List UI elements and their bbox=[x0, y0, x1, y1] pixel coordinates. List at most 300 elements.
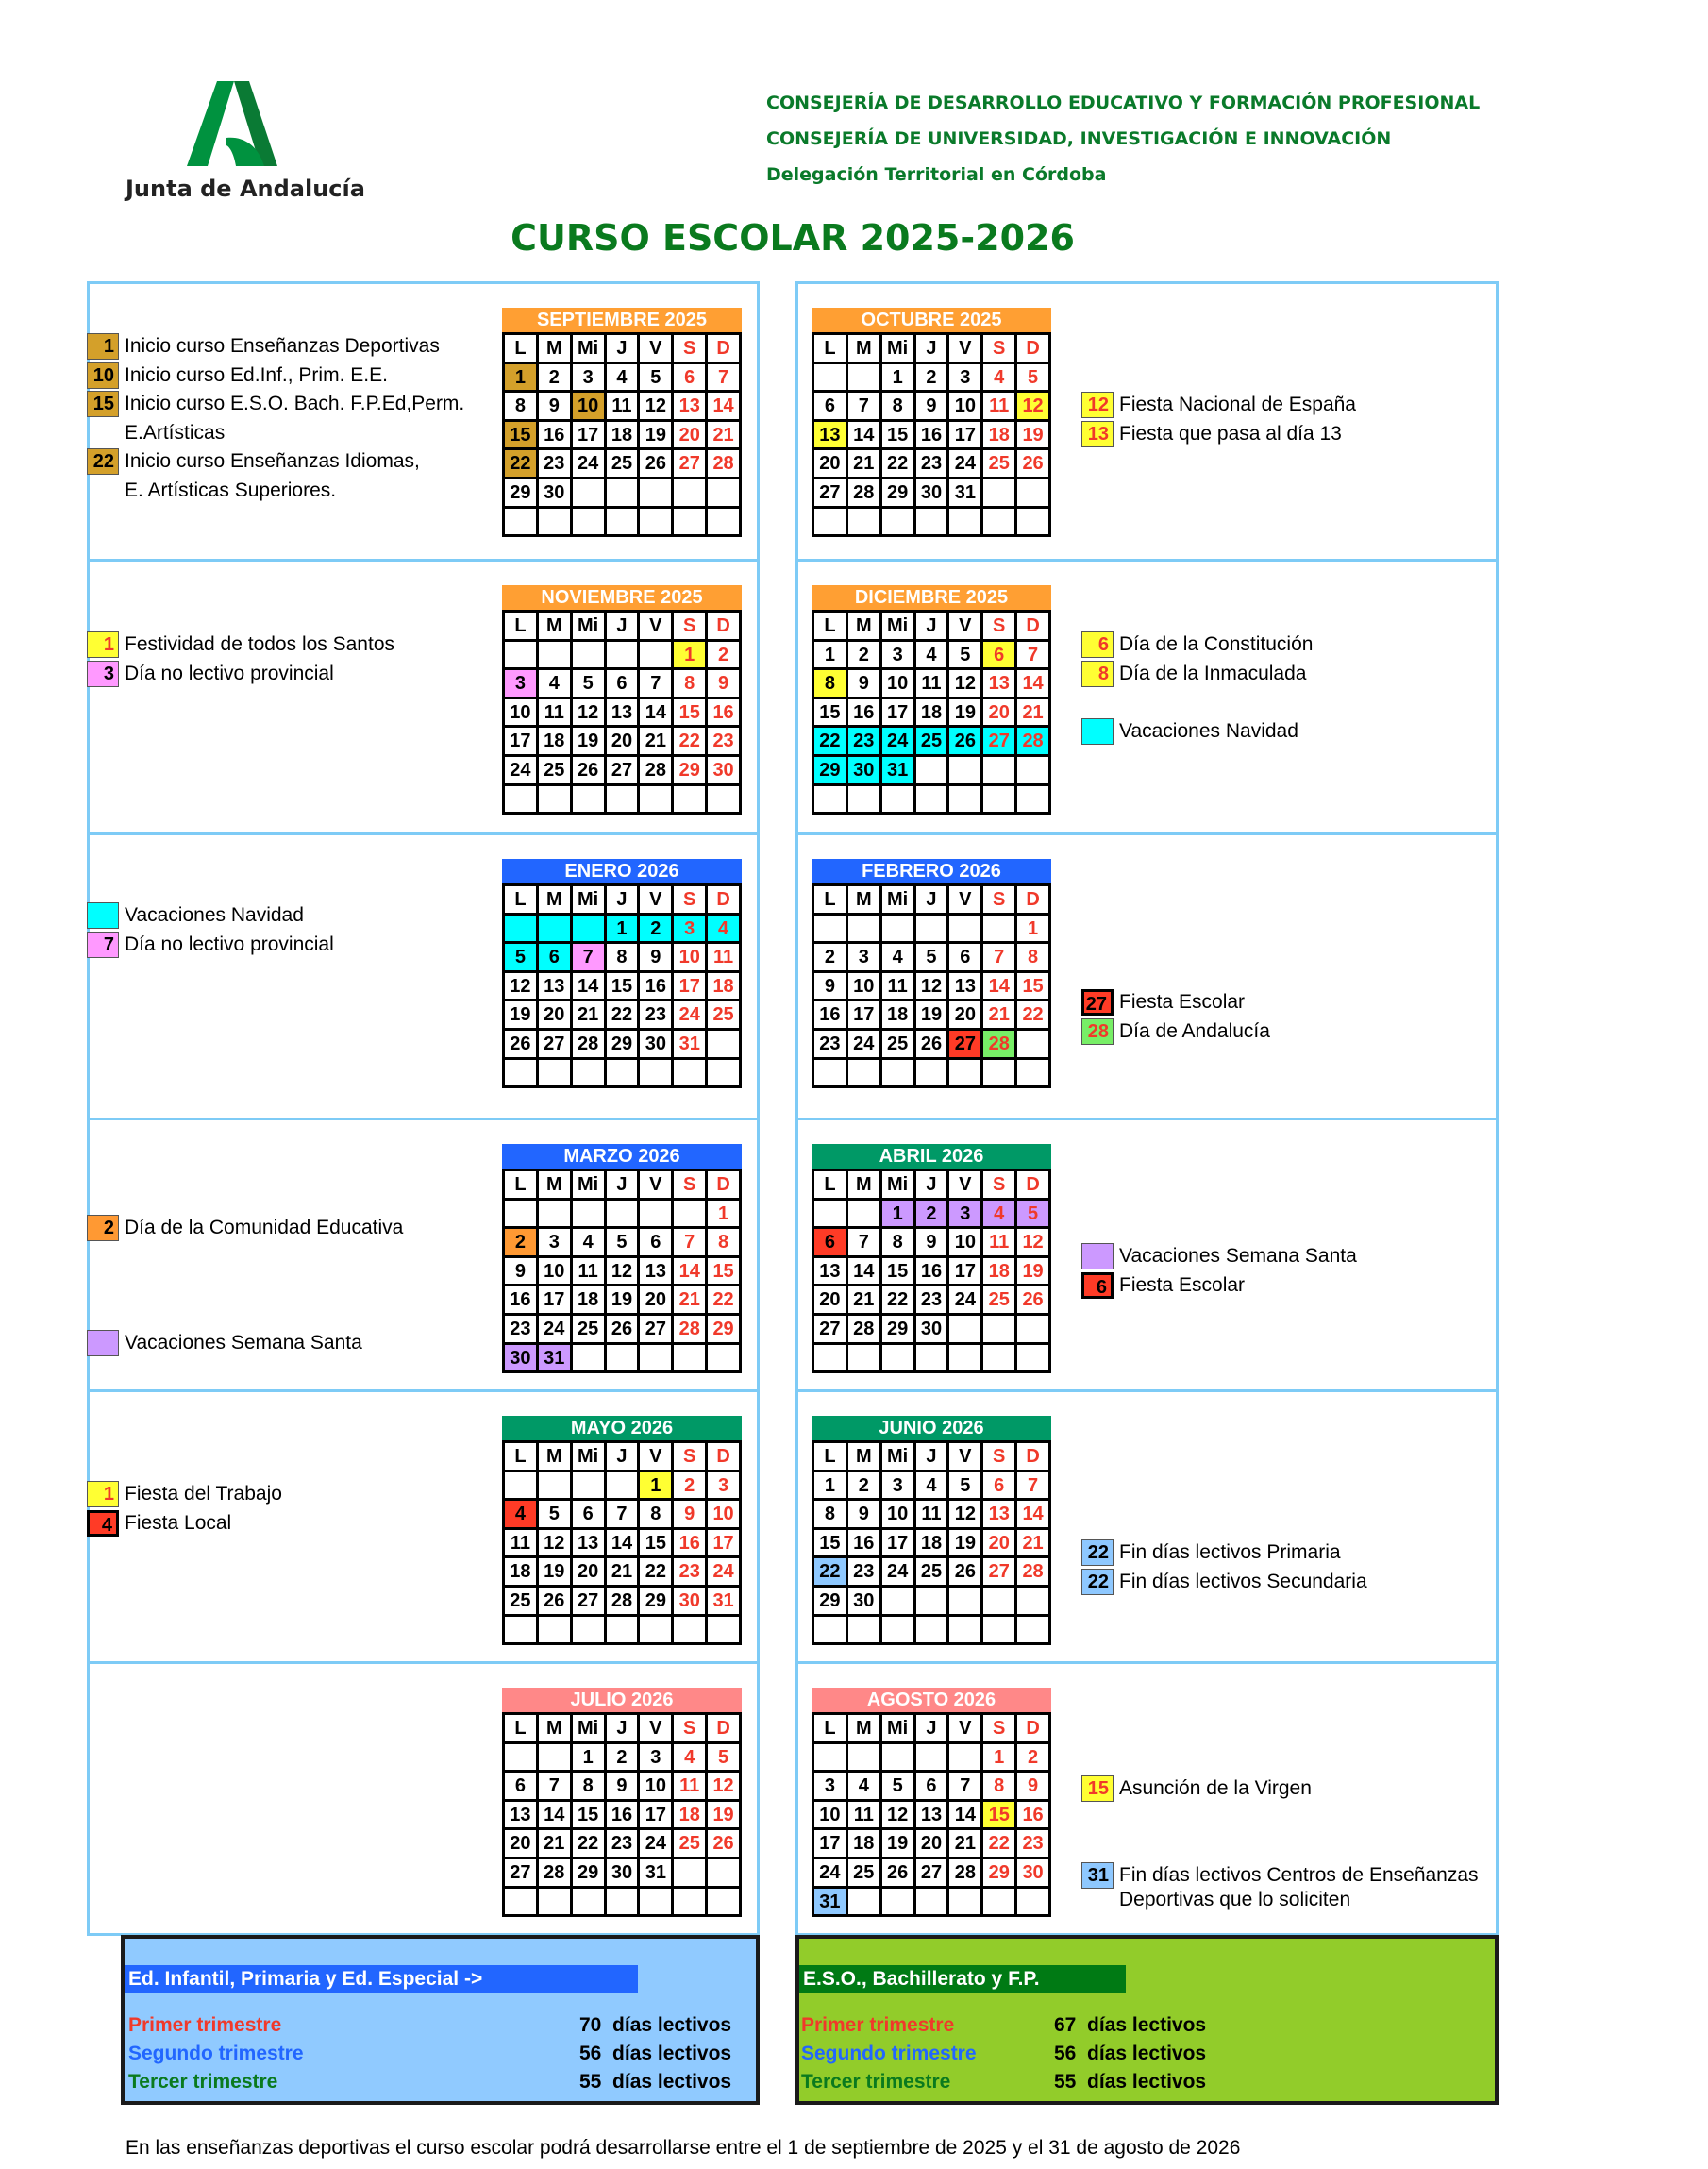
calendar-day: 3 bbox=[708, 1472, 739, 1499]
calendar-day: 28 bbox=[983, 1031, 1014, 1057]
weekday-header: J bbox=[607, 886, 638, 913]
weekday-header: S bbox=[983, 335, 1014, 362]
weekday-header: M bbox=[539, 1443, 570, 1470]
legend-item-abril bbox=[1081, 1271, 1245, 1300]
calendar-empty-cell bbox=[848, 364, 879, 391]
calendar-empty-cell bbox=[882, 916, 913, 942]
weekday-header: S bbox=[674, 335, 705, 362]
primaria-segundo-value: 56 días lectivos bbox=[579, 2043, 732, 2064]
calendar-day: 4 bbox=[916, 642, 947, 668]
calendar-empty-cell bbox=[1017, 1316, 1048, 1342]
weekday-header: S bbox=[983, 1171, 1014, 1198]
calendar-day: 25 bbox=[916, 1558, 947, 1585]
calendar-day: 6 bbox=[916, 1773, 947, 1799]
calendar-day: 6 bbox=[640, 1229, 671, 1255]
calendar-day: 20 bbox=[539, 1001, 570, 1028]
calendar-day: 4 bbox=[983, 364, 1014, 391]
legend-label: Inicio curso E.S.O. Bach. F.P.Ed,Perm. bbox=[125, 393, 465, 415]
calendar-day: 18 bbox=[607, 422, 638, 448]
calendar-day: 20 bbox=[573, 1558, 604, 1585]
calendar-day: 5 bbox=[539, 1501, 570, 1527]
calendar-day: 21 bbox=[1017, 1530, 1048, 1556]
calendar-day: 13 bbox=[949, 973, 980, 1000]
calendar-day: 17 bbox=[573, 422, 604, 448]
calendar-day: 18 bbox=[539, 728, 570, 754]
calendar-empty-cell bbox=[814, 1617, 846, 1643]
calendar-day: 2 bbox=[708, 642, 739, 668]
calendar-day: 12 bbox=[916, 973, 947, 1000]
calendar-day: 6 bbox=[814, 393, 846, 419]
calendar-empty-cell bbox=[573, 1617, 604, 1643]
calendar-empty-cell bbox=[674, 1060, 705, 1086]
secundaria-primer-label: Primer trimestre bbox=[801, 2014, 955, 2036]
calendar-empty-cell bbox=[505, 1472, 536, 1499]
calendar-day: 30 bbox=[708, 757, 739, 783]
calendar-day: 15 bbox=[814, 1530, 846, 1556]
weekday-header: D bbox=[1017, 335, 1048, 362]
calendar-empty-cell bbox=[640, 1617, 671, 1643]
calendar-day: 13 bbox=[573, 1530, 604, 1556]
calendar-day: 12 bbox=[607, 1258, 638, 1285]
calendar-day: 19 bbox=[949, 1530, 980, 1556]
calendar-day: 29 bbox=[882, 1316, 913, 1342]
calendar-day: 17 bbox=[708, 1530, 739, 1556]
weekday-header: Mi bbox=[573, 613, 604, 639]
calendar-day: 25 bbox=[674, 1830, 705, 1857]
calendar-empty-cell bbox=[882, 1060, 913, 1086]
calendar-empty-cell bbox=[848, 509, 879, 535]
calendar-day: 3 bbox=[949, 364, 980, 391]
calendar-day: 14 bbox=[573, 973, 604, 1000]
calendar-day: 5 bbox=[708, 1744, 739, 1771]
calendar-empty-cell bbox=[607, 1201, 638, 1227]
calendar-day: 18 bbox=[505, 1558, 536, 1585]
legend-item-septiembre bbox=[87, 477, 336, 505]
calendar-day: 9 bbox=[674, 1501, 705, 1527]
calendar-empty-cell bbox=[1017, 1060, 1048, 1086]
calendar-day: 17 bbox=[882, 1530, 913, 1556]
calendar-day: 4 bbox=[848, 1773, 879, 1799]
calendar-day: 19 bbox=[539, 1558, 570, 1585]
legend-item-noviembre bbox=[87, 660, 334, 688]
calendar-day: 25 bbox=[573, 1316, 604, 1342]
calendar-day: 30 bbox=[539, 479, 570, 506]
calendar-day: 24 bbox=[814, 1859, 846, 1886]
calendar-empty-cell bbox=[607, 509, 638, 535]
calendar-empty-cell bbox=[814, 1345, 846, 1371]
calendar-day: 20 bbox=[674, 422, 705, 448]
calendar-julio-2026 bbox=[502, 1688, 742, 1917]
calendar-day: 9 bbox=[708, 670, 739, 697]
calendar-day: 6 bbox=[983, 642, 1014, 668]
page-title: CURSO ESCOLAR 2025-2026 bbox=[511, 217, 1075, 259]
calendar-day: 9 bbox=[1017, 1773, 1048, 1799]
calendar-empty-cell bbox=[640, 786, 671, 813]
calendar-day: 3 bbox=[949, 1201, 980, 1227]
calendar-day: 19 bbox=[1017, 422, 1048, 448]
calendar-day: 25 bbox=[708, 1001, 739, 1028]
legend-item-octubre bbox=[1081, 420, 1342, 448]
calendar-day: 9 bbox=[814, 973, 846, 1000]
calendar-empty-cell bbox=[708, 1859, 739, 1886]
weekday-header: Mi bbox=[573, 1443, 604, 1470]
calendar-day: 27 bbox=[814, 1316, 846, 1342]
secundaria-primer-value: 67 días lectivos bbox=[1054, 2014, 1207, 2036]
weekday-header: L bbox=[505, 1443, 536, 1470]
calendar-empty-cell bbox=[814, 1060, 846, 1086]
calendar-day: 7 bbox=[640, 670, 671, 697]
legend-label: Inicio curso Enseñanzas Idiomas, bbox=[125, 450, 420, 473]
calendar-empty-cell bbox=[573, 1201, 604, 1227]
calendar-day: 29 bbox=[573, 1859, 604, 1886]
calendar-empty-cell bbox=[983, 1345, 1014, 1371]
calendar-grid bbox=[502, 1440, 742, 1645]
legend-label: Vacaciones Semana Santa bbox=[125, 1332, 362, 1354]
calendar-empty-cell bbox=[708, 509, 739, 535]
calendar-empty-cell bbox=[916, 1588, 947, 1614]
calendar-empty-cell bbox=[814, 786, 846, 813]
calendar-empty-cell bbox=[916, 757, 947, 783]
calendar-day: 21 bbox=[607, 1558, 638, 1585]
legend-item-enero bbox=[87, 931, 334, 959]
calendar-empty-cell bbox=[674, 479, 705, 506]
calendar-day: 13 bbox=[674, 393, 705, 419]
calendar-day: 12 bbox=[708, 1773, 739, 1799]
calendar-day: 23 bbox=[848, 1558, 879, 1585]
calendar-day: 8 bbox=[607, 944, 638, 970]
weekday-header: V bbox=[640, 1171, 671, 1198]
legend-swatch: 12 bbox=[1081, 392, 1114, 418]
legend-swatch: 13 bbox=[1081, 421, 1114, 447]
calendar-day: 15 bbox=[882, 422, 913, 448]
legend-label: Día de la Constitución bbox=[1119, 633, 1314, 655]
calendar-empty-cell bbox=[814, 1201, 846, 1227]
calendar-empty-cell bbox=[505, 786, 536, 813]
calendar-day: 19 bbox=[949, 699, 980, 726]
calendar-day: 21 bbox=[674, 1286, 705, 1313]
calendar-empty-cell bbox=[674, 1617, 705, 1643]
calendar-day: 20 bbox=[949, 1001, 980, 1028]
calendar-day: 14 bbox=[640, 699, 671, 726]
calendar-day: 2 bbox=[916, 364, 947, 391]
calendar-empty-cell bbox=[640, 479, 671, 506]
calendar-day: 8 bbox=[505, 393, 536, 419]
calendar-empty-cell bbox=[1017, 786, 1048, 813]
calendar-empty-cell bbox=[1017, 1889, 1048, 1915]
calendar-day: 25 bbox=[983, 1286, 1014, 1313]
calendar-day: 11 bbox=[708, 944, 739, 970]
calendar-day: 23 bbox=[708, 728, 739, 754]
calendar-day: 2 bbox=[848, 1472, 879, 1499]
weekday-header: V bbox=[949, 1715, 980, 1741]
calendar-empty-cell bbox=[708, 786, 739, 813]
weekday-header: L bbox=[814, 1171, 846, 1198]
legend-item-abril bbox=[1081, 1242, 1357, 1270]
calendar-day: 27 bbox=[674, 450, 705, 477]
legend-swatch bbox=[87, 1330, 119, 1356]
legend-label: Fiesta Local bbox=[125, 1511, 232, 1534]
calendar-day: 7 bbox=[983, 944, 1014, 970]
calendar-empty-cell bbox=[505, 642, 536, 668]
calendar-day: 3 bbox=[814, 1773, 846, 1799]
calendar-day: 27 bbox=[607, 757, 638, 783]
calendar-day: 8 bbox=[708, 1229, 739, 1255]
calendar-day: 29 bbox=[708, 1316, 739, 1342]
calendar-day: 14 bbox=[1017, 1501, 1048, 1527]
calendar-day: 5 bbox=[573, 670, 604, 697]
calendar-month-title: MARZO 2026 bbox=[502, 1144, 742, 1169]
logo-text: Junta de Andalucía bbox=[126, 176, 365, 202]
legend-swatch: 1 bbox=[87, 1481, 119, 1507]
calendar-day: 3 bbox=[640, 1744, 671, 1771]
calendar-day: 21 bbox=[640, 728, 671, 754]
calendar-day: 29 bbox=[983, 1859, 1014, 1886]
calendar-day: 15 bbox=[607, 973, 638, 1000]
calendar-empty-cell bbox=[916, 1060, 947, 1086]
junta-de-andalucia-logo-icon bbox=[179, 81, 285, 172]
calendar-grid bbox=[812, 1712, 1051, 1917]
calendar-day: 7 bbox=[708, 364, 739, 391]
legend-label: Vacaciones Semana Santa bbox=[1119, 1245, 1357, 1267]
calendar-marzo-2026 bbox=[502, 1144, 742, 1373]
calendar-day: 28 bbox=[573, 1031, 604, 1057]
calendar-day: 13 bbox=[640, 1258, 671, 1285]
calendar-empty-cell bbox=[983, 1588, 1014, 1614]
calendar-day: 23 bbox=[640, 1001, 671, 1028]
weekday-header: M bbox=[539, 886, 570, 913]
weekday-header: S bbox=[674, 886, 705, 913]
legend-label: Fiesta que pasa al día 13 bbox=[1119, 422, 1342, 445]
primaria-tercer-label: Tercer trimestre bbox=[128, 2071, 278, 2093]
weekday-header: S bbox=[983, 886, 1014, 913]
calendar-day: 25 bbox=[882, 1031, 913, 1057]
calendar-day: 18 bbox=[674, 1802, 705, 1828]
calendar-day: 17 bbox=[640, 1802, 671, 1828]
secundaria-tercer-label: Tercer trimestre bbox=[801, 2071, 951, 2093]
calendar-day: 27 bbox=[573, 1588, 604, 1614]
calendar-day: 24 bbox=[708, 1558, 739, 1585]
weekday-header: M bbox=[539, 335, 570, 362]
weekday-header: V bbox=[949, 1443, 980, 1470]
weekday-header: S bbox=[983, 1715, 1014, 1741]
calendar-day: 10 bbox=[505, 699, 536, 726]
weekday-header: D bbox=[708, 613, 739, 639]
calendar-day: 11 bbox=[983, 1229, 1014, 1255]
calendar-day: 1 bbox=[814, 642, 846, 668]
calendar-day: 22 bbox=[1017, 1001, 1048, 1028]
calendar-day: 13 bbox=[814, 1258, 846, 1285]
calendar-day: 24 bbox=[640, 1830, 671, 1857]
weekday-header: V bbox=[949, 1171, 980, 1198]
calendar-day: 31 bbox=[640, 1859, 671, 1886]
calendar-day: 4 bbox=[539, 670, 570, 697]
calendar-day: 10 bbox=[848, 973, 879, 1000]
calendar-day: 22 bbox=[814, 728, 846, 754]
calendar-day: 12 bbox=[573, 699, 604, 726]
calendar-month-title: JULIO 2026 bbox=[502, 1688, 742, 1712]
calendar-day: 22 bbox=[708, 1286, 739, 1313]
legend-label: Inicio curso Enseñanzas Deportivas bbox=[125, 335, 440, 357]
calendar-empty-cell bbox=[573, 509, 604, 535]
calendar-day: 2 bbox=[505, 1229, 536, 1255]
calendar-day: 11 bbox=[916, 670, 947, 697]
calendar-day: 27 bbox=[916, 1859, 947, 1886]
calendar-day: 30 bbox=[916, 479, 947, 506]
calendar-day: 10 bbox=[573, 393, 604, 419]
calendar-day: 13 bbox=[539, 973, 570, 1000]
calendar-day: 2 bbox=[539, 364, 570, 391]
calendar-day: 13 bbox=[505, 1802, 536, 1828]
weekday-header: M bbox=[848, 613, 879, 639]
calendar-empty-cell bbox=[848, 1889, 879, 1915]
calendar-septiembre-2025 bbox=[502, 308, 742, 537]
calendar-day: 17 bbox=[949, 1258, 980, 1285]
calendar-day: 21 bbox=[573, 1001, 604, 1028]
weekday-header: L bbox=[505, 1715, 536, 1741]
weekday-header: Mi bbox=[882, 1171, 913, 1198]
calendar-agosto-2026 bbox=[812, 1688, 1051, 1917]
calendar-empty-cell bbox=[708, 1345, 739, 1371]
calendar-empty-cell bbox=[573, 916, 604, 942]
weekday-header: Mi bbox=[882, 1443, 913, 1470]
calendar-day: 25 bbox=[539, 757, 570, 783]
calendar-day: 23 bbox=[505, 1316, 536, 1342]
calendar-day: 30 bbox=[848, 757, 879, 783]
weekday-header: M bbox=[539, 613, 570, 639]
calendar-day: 27 bbox=[983, 1558, 1014, 1585]
calendar-grid bbox=[812, 1169, 1051, 1373]
weekday-header: Mi bbox=[882, 613, 913, 639]
calendar-day: 11 bbox=[882, 973, 913, 1000]
weekday-header: J bbox=[916, 886, 947, 913]
calendar-month-title: ABRIL 2026 bbox=[812, 1144, 1051, 1169]
weekday-header: J bbox=[916, 335, 947, 362]
legend-item-junio bbox=[1081, 1568, 1367, 1596]
calendar-day: 6 bbox=[539, 944, 570, 970]
calendar-empty-cell bbox=[708, 1031, 739, 1057]
legend-swatch bbox=[1081, 718, 1114, 745]
calendar-febrero-2026 bbox=[812, 859, 1051, 1088]
calendar-day: 26 bbox=[505, 1031, 536, 1057]
weekday-header: L bbox=[505, 613, 536, 639]
calendar-day: 19 bbox=[640, 422, 671, 448]
calendar-empty-cell bbox=[848, 1060, 879, 1086]
calendar-day: 17 bbox=[539, 1286, 570, 1313]
calendar-empty-cell bbox=[607, 786, 638, 813]
calendar-day: 30 bbox=[674, 1588, 705, 1614]
calendar-empty-cell bbox=[708, 1617, 739, 1643]
calendar-day: 25 bbox=[983, 450, 1014, 477]
calendar-day: 2 bbox=[848, 642, 879, 668]
calendar-day: 16 bbox=[848, 699, 879, 726]
calendar-empty-cell bbox=[916, 1744, 947, 1771]
calendar-empty-cell bbox=[674, 1345, 705, 1371]
weekday-header: M bbox=[848, 1443, 879, 1470]
calendar-day: 27 bbox=[640, 1316, 671, 1342]
primaria-segundo-label: Segundo trimestre bbox=[128, 2043, 304, 2064]
calendar-day: 2 bbox=[640, 916, 671, 942]
legend-item-mayo bbox=[87, 1509, 231, 1538]
calendar-day: 24 bbox=[848, 1031, 879, 1057]
secundaria-tercer-value: 55 días lectivos bbox=[1054, 2071, 1207, 2093]
calendar-day: 16 bbox=[640, 973, 671, 1000]
legend-swatch: 31 bbox=[1081, 1862, 1114, 1889]
calendar-day: 24 bbox=[674, 1001, 705, 1028]
calendar-day: 9 bbox=[916, 1229, 947, 1255]
calendar-empty-cell bbox=[607, 1060, 638, 1086]
legend-item-diciembre bbox=[1081, 631, 1313, 659]
calendar-empty-cell bbox=[1017, 1345, 1048, 1371]
calendar-day: 31 bbox=[674, 1031, 705, 1057]
calendar-day: 16 bbox=[848, 1530, 879, 1556]
calendar-empty-cell bbox=[505, 509, 536, 535]
calendar-day: 16 bbox=[916, 422, 947, 448]
calendar-month-title: DICIEMBRE 2025 bbox=[812, 585, 1051, 610]
calendar-day: 26 bbox=[607, 1316, 638, 1342]
legend-swatch: 22 bbox=[1081, 1569, 1114, 1595]
legend-swatch bbox=[87, 478, 119, 504]
weekday-header: S bbox=[674, 1443, 705, 1470]
weekday-header: S bbox=[674, 613, 705, 639]
calendar-day: 3 bbox=[573, 364, 604, 391]
weekday-header: S bbox=[674, 1715, 705, 1741]
calendar-day: 31 bbox=[539, 1345, 570, 1371]
calendar-day: 19 bbox=[708, 1802, 739, 1828]
calendar-day: 28 bbox=[708, 450, 739, 477]
weekday-header: V bbox=[949, 886, 980, 913]
calendar-day: 23 bbox=[916, 450, 947, 477]
calendar-day: 22 bbox=[983, 1830, 1014, 1857]
calendar-empty-cell bbox=[882, 509, 913, 535]
calendar-day: 26 bbox=[640, 450, 671, 477]
legend-label: Fin días lectivos Primaria bbox=[1119, 1541, 1341, 1563]
calendar-empty-cell bbox=[949, 1588, 980, 1614]
calendar-day: 23 bbox=[607, 1830, 638, 1857]
calendar-day: 5 bbox=[607, 1229, 638, 1255]
legend-swatch: 7 bbox=[87, 932, 119, 958]
calendar-day: 22 bbox=[674, 728, 705, 754]
calendar-grid bbox=[502, 610, 742, 815]
calendar-noviembre-2025 bbox=[502, 585, 742, 815]
calendar-day: 3 bbox=[882, 1472, 913, 1499]
weekday-header: V bbox=[640, 1443, 671, 1470]
legend-swatch bbox=[1081, 1243, 1114, 1269]
calendar-day: 30 bbox=[505, 1345, 536, 1371]
calendar-day: 14 bbox=[674, 1258, 705, 1285]
calendar-day: 3 bbox=[882, 642, 913, 668]
legend-swatch: 3 bbox=[87, 661, 119, 687]
calendar-day: 15 bbox=[983, 1802, 1014, 1828]
calendar-month-title: FEBRERO 2026 bbox=[812, 859, 1051, 883]
calendar-day: 12 bbox=[505, 973, 536, 1000]
calendar-day: 23 bbox=[848, 728, 879, 754]
calendar-empty-cell bbox=[983, 1060, 1014, 1086]
calendar-day: 13 bbox=[814, 422, 846, 448]
calendar-empty-cell bbox=[607, 1472, 638, 1499]
calendar-grid bbox=[502, 1712, 742, 1917]
calendar-empty-cell bbox=[708, 1889, 739, 1915]
calendar-day: 6 bbox=[949, 944, 980, 970]
calendar-day: 9 bbox=[539, 393, 570, 419]
weekday-header: J bbox=[607, 1443, 638, 1470]
calendar-empty-cell bbox=[983, 509, 1014, 535]
weekday-header: D bbox=[1017, 613, 1048, 639]
calendar-day: 26 bbox=[916, 1031, 947, 1057]
legend-label: Festividad de todos los Santos bbox=[125, 633, 395, 655]
calendar-day: 16 bbox=[814, 1001, 846, 1028]
calendar-empty-cell bbox=[539, 1201, 570, 1227]
calendar-empty-cell bbox=[640, 1060, 671, 1086]
